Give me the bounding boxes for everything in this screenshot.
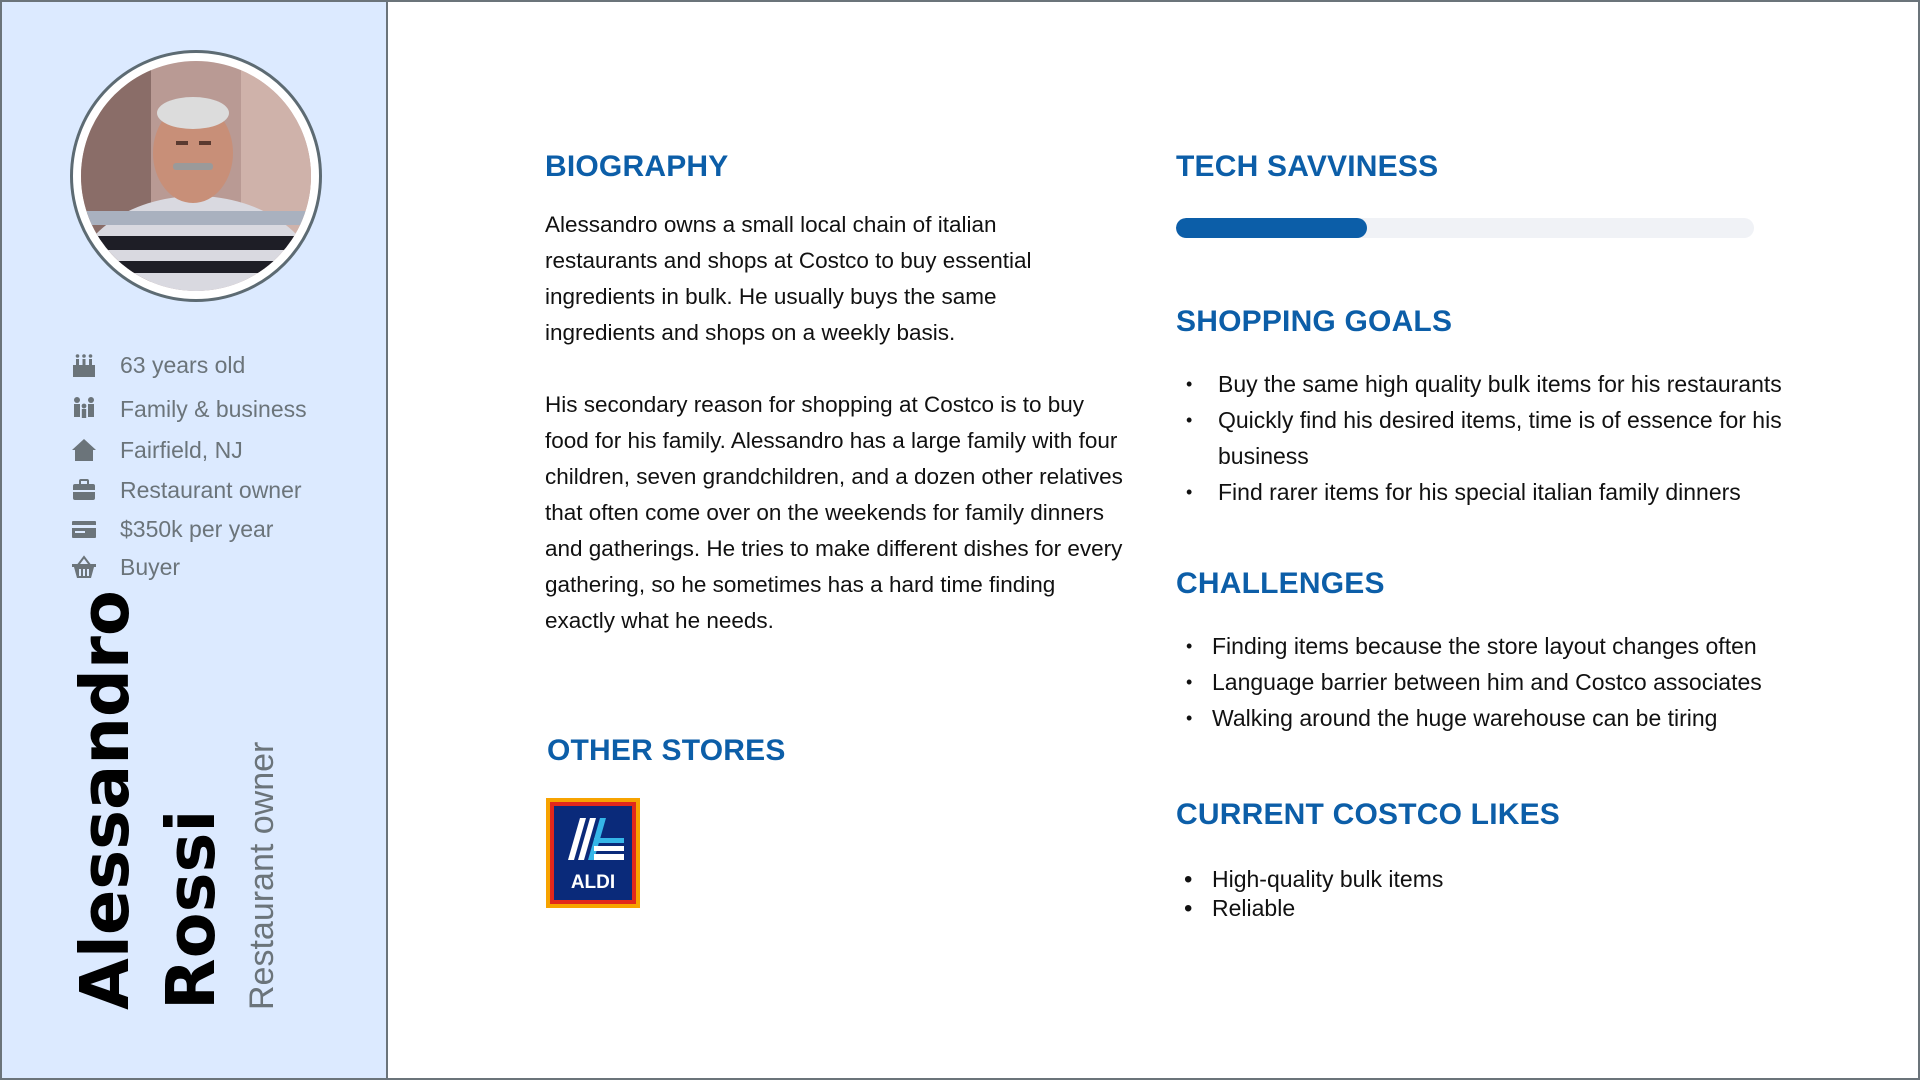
tech-savviness-fill — [1176, 218, 1367, 238]
shopper-type-row — [70, 550, 180, 584]
aldi-logo — [546, 798, 640, 908]
biography-paragraph-1: Alessandro owns a small local chain of italian restaurants and shops at Costco to buy essential ingredients in bulk. He usually buys the same ingredients and shops on a weekly basis. — [545, 212, 1032, 345]
shopping-basket-icon — [70, 553, 98, 581]
location-row — [70, 433, 243, 467]
shopping-goals-list — [1176, 366, 1836, 510]
list-item: • Walking around the huge warehouse can be tiring — [1176, 700, 1856, 736]
family-row — [70, 392, 307, 426]
income-text: $350k per year — [120, 515, 274, 542]
list-item: • Find rarer items for his special italian family dinners — [1176, 474, 1836, 510]
other-stores-heading: OTHER STORES — [547, 734, 786, 767]
tech-savviness-heading: TECH SAVVINESS — [1176, 150, 1439, 183]
list-item: • Quickly find his desired items, time is of essence for his business — [1176, 402, 1836, 474]
challenges-heading: CHALLENGES — [1176, 567, 1385, 600]
first-name: Alessandro — [66, 590, 144, 1010]
list-item: • Buy the same high quality bulk items for his restaurants — [1176, 366, 1836, 402]
biography-heading: BIOGRAPHY — [545, 150, 729, 183]
tech-savviness-bar — [1176, 218, 1754, 238]
list-item: • Language barrier between him and Costco associates — [1176, 664, 1856, 700]
shopping-goals-heading: SHOPPING GOALS — [1176, 305, 1453, 338]
costco-likes-list — [1176, 865, 1676, 923]
family-text: Family & business — [120, 395, 307, 422]
avatar — [70, 50, 322, 302]
age-text: 63 years old — [120, 351, 246, 378]
persona-name-block — [62, 590, 281, 1010]
briefcase-icon — [70, 476, 98, 504]
profile-sidebar — [2, 2, 388, 1078]
challenges-list — [1176, 628, 1856, 736]
list-item: • Finding items because the store layout changes often — [1176, 628, 1856, 664]
last-name: Rossi — [152, 809, 230, 1010]
biography-paragraph-2: His secondary reason for shopping at Costco is to buy food for his family. Alessandro has a large family with four children, seven grandchildren, and a dozen other relatives that often come over on the weekends for family dinners and gatherings. He tries to make different dishes for every gathering, so he sometimes has a hard time finding exactly what he needs. — [545, 392, 1123, 633]
occupation-row — [70, 473, 302, 507]
home-icon — [70, 436, 98, 464]
location-text: Fairfield, NJ — [120, 436, 243, 463]
svg-text:ALDI: ALDI — [570, 872, 616, 893]
list-item: • High-quality bulk items — [1176, 865, 1676, 894]
birthday-cake-icon — [70, 351, 98, 379]
age-row — [70, 348, 245, 382]
portrait-photo — [81, 61, 311, 291]
occupation-text: Restaurant owner — [120, 476, 302, 503]
credit-card-icon — [70, 515, 98, 543]
costco-likes-heading: CURRENT COSTCO LIKES — [1176, 798, 1561, 831]
list-item: • Reliable — [1176, 894, 1676, 923]
family-icon — [70, 395, 98, 423]
role-title: Restaurant owner — [243, 741, 281, 1010]
income-row — [70, 512, 273, 546]
shopper-type-text: Buyer — [120, 553, 181, 580]
